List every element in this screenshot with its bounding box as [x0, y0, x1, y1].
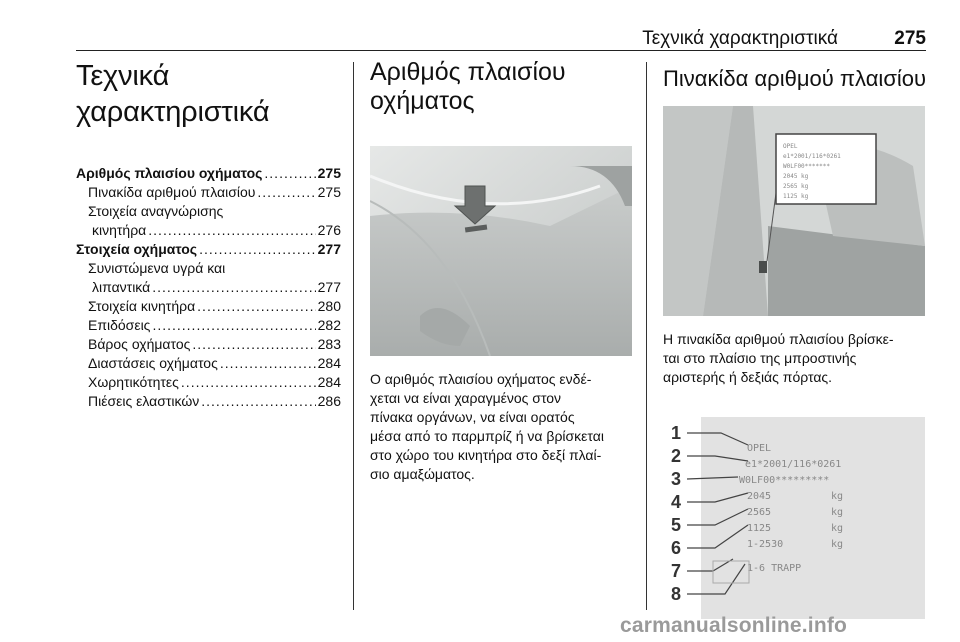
callout-6: 6: [671, 538, 682, 558]
plate-description: Η πινακίδα αριθμού πλαισίου βρίσκε- ται στο πλαίσιο της μπροστινής αριστερής ή δεξιάς πόρτας.: [663, 331, 894, 385]
svg-text:2565 kg: 2565 kg: [783, 183, 809, 190]
column-vin: [370, 58, 632, 484]
chapter-title-line2: χαρακτηριστικά: [76, 96, 270, 128]
column-plate: [663, 66, 927, 619]
toc-entry[interactable]: Στοιχεία οχήματος ..... 277: [76, 240, 341, 259]
vin-plate-diagram: [663, 409, 925, 619]
callout-8: 8: [671, 584, 682, 604]
header-rule: [76, 50, 926, 51]
toc-entry[interactable]: Πινακίδα αριθμού πλαισίου ..... 275: [76, 183, 341, 202]
table-of-contents: [76, 164, 341, 411]
svg-text:W0LF00*******: W0LF00*******: [783, 163, 830, 170]
svg-text:e1*2001/116*0261: e1*2001/116*0261: [783, 153, 841, 160]
toc-entry[interactable]: Αριθμός πλαισίου οχήματος ..... 275: [76, 164, 341, 183]
door-frame-photo: [663, 106, 925, 316]
svg-text:kg: kg: [831, 523, 844, 534]
svg-text:2045 kg: 2045 kg: [783, 173, 809, 180]
callout-3: 3: [671, 469, 682, 489]
plate-diagram-svg: [663, 409, 925, 619]
callout-4: 4: [671, 492, 682, 512]
toc-entry[interactable]: λιπαντικά ..... 277: [76, 278, 341, 297]
callout-5: 5: [671, 515, 682, 535]
svg-text:W0LF00*********: W0LF00*********: [739, 475, 830, 486]
header-title: Τεχνικά χαρακτηριστικά: [642, 28, 838, 49]
chapter-title: [76, 58, 341, 130]
svg-text:1125: 1125: [747, 523, 772, 534]
svg-text:kg: kg: [831, 491, 844, 502]
svg-text:e1*2001/116*0261: e1*2001/116*0261: [745, 459, 842, 470]
toc-entry[interactable]: Βάρος οχήματος ..... 283: [76, 335, 341, 354]
toc-entry[interactable]: Χωρητικότητες ..... 284: [76, 373, 341, 392]
toc-entry[interactable]: κινητήρα ..... 276: [76, 221, 341, 240]
toc-entry[interactable]: Διαστάσεις οχήματος ..... 284: [76, 354, 341, 373]
toc-entry[interactable]: Συνιστώμενα υγρά και: [88, 260, 226, 276]
column-divider: [646, 62, 647, 610]
svg-text:2565: 2565: [747, 507, 772, 518]
svg-text:kg: kg: [831, 539, 844, 550]
toc-entry[interactable]: Στοιχεία κινητήρα ..... 280: [76, 297, 341, 316]
chapter-title-line1: Τεχνικά: [76, 60, 170, 92]
svg-text:kg: kg: [831, 507, 844, 518]
section-title: Αριθμός πλαισίου οχήματος: [370, 58, 566, 115]
svg-text:OPEL: OPEL: [747, 443, 772, 454]
callout-7: 7: [671, 561, 682, 581]
svg-text:1-6 TRAPP: 1-6 TRAPP: [747, 563, 802, 574]
column-divider: [353, 62, 354, 610]
page-header: [76, 22, 926, 52]
svg-text:2045: 2045: [747, 491, 772, 502]
windshield-illustration: [370, 146, 632, 356]
column-toc: [76, 58, 341, 411]
callout-2: 2: [671, 446, 682, 466]
windshield-vin-photo: [370, 146, 632, 356]
callout-1: 1: [671, 423, 682, 443]
section-title: Πινακίδα αριθμού πλαισίου: [663, 66, 927, 91]
svg-text:1125 kg: 1125 kg: [783, 193, 809, 200]
svg-text:1-2530: 1-2530: [747, 539, 784, 550]
door-frame-illustration: [663, 106, 925, 316]
svg-text:OPEL: OPEL: [783, 143, 798, 150]
page-number: 275: [894, 28, 926, 49]
toc-entry[interactable]: Πιέσεις ελαστικών ..... 286: [76, 392, 341, 411]
watermark: carmanualsonline.info: [620, 614, 848, 637]
vin-description: Ο αριθμός πλαισίου οχήματος ενδέ- χεται να είναι χαραγμένος στον πίνακα οργάνων, να είναι ορατός μέσα από το παρμπρίζ ή να βρίσκεται στο χώρο του κινητήρα στο δεξί πλαί- σιο αμαξώματος.: [370, 371, 604, 482]
toc-entry[interactable]: Στοιχεία αναγνώρισης: [88, 203, 224, 219]
toc-entry[interactable]: Επιδόσεις ..... 282: [76, 316, 341, 335]
